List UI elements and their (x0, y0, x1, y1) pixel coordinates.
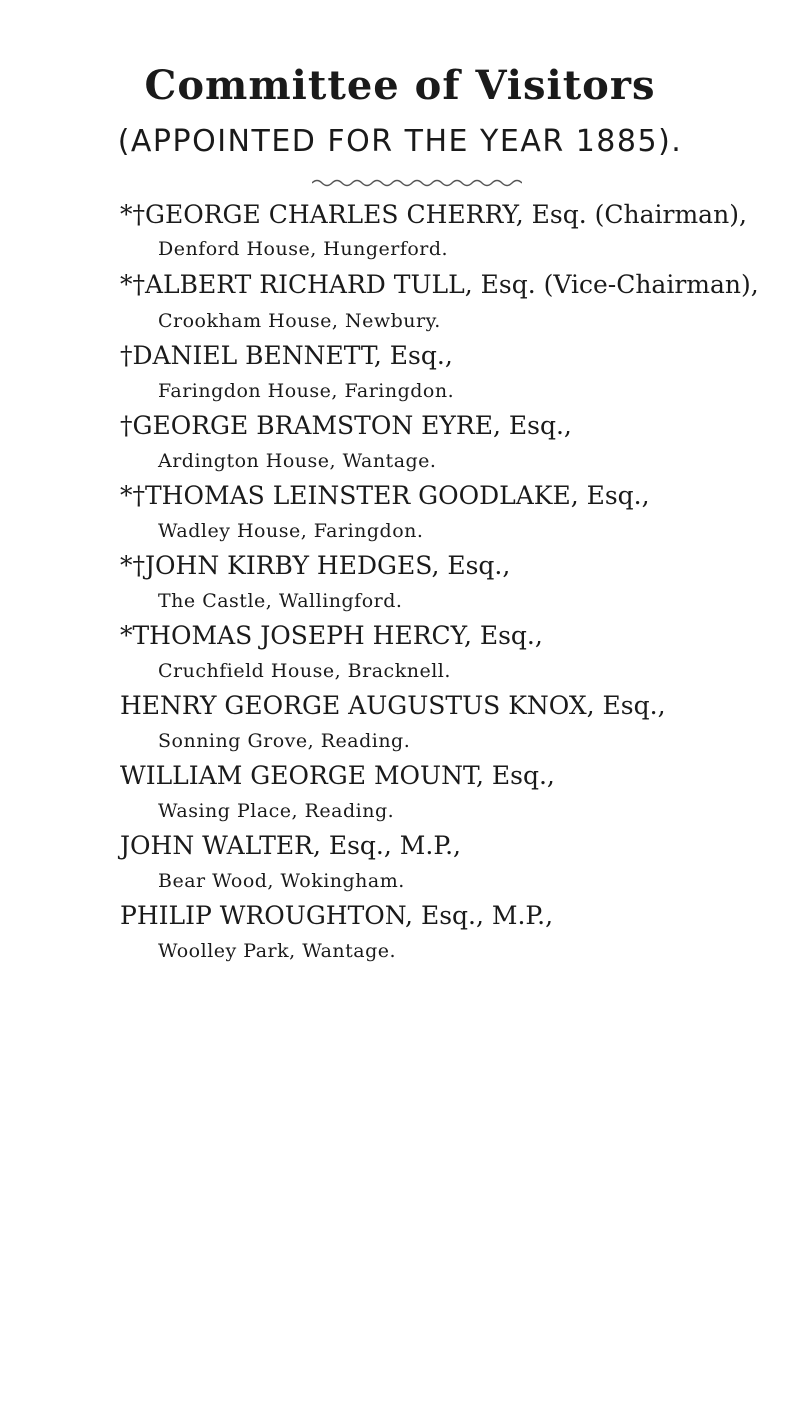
member-name: WILLIAM GEORGE MOUNT, Esq., (120, 761, 555, 790)
member-name: *THOMAS JOSEPH HERCY, Esq., (120, 621, 543, 650)
wavy-divider (312, 176, 522, 190)
member-address: Denford House, Hungerford. (158, 238, 449, 260)
member-name: PHILIP WROUGHTON, Esq., M.P., (120, 901, 554, 930)
member-address: Woolley Park, Wantage. (158, 940, 397, 962)
member-name: *†ALBERT RICHARD TULL, Esq. (Vice-Chairman), (120, 270, 759, 299)
member-name: †DANIEL BENNETT, Esq., (120, 341, 453, 370)
member-address: Sonning Grove, Reading. (158, 730, 411, 752)
member-name: *†THOMAS LEINSTER GOODLAKE, Esq., (120, 481, 650, 510)
page-subtitle: (APPOINTED FOR THE YEAR 1885). (117, 124, 683, 159)
page-title: Committee of Visitors (144, 62, 656, 109)
member-name: *†JOHN KIRBY HEDGES, Esq., (120, 551, 511, 580)
member-name: JOHN WALTER, Esq., M.P., (120, 831, 461, 860)
member-address: The Castle, Wallingford. (158, 590, 403, 612)
member-name: *†GEORGE CHARLES CHERRY, Esq. (Chairman), (120, 200, 747, 229)
member-address: Faringdon House, Faringdon. (158, 380, 455, 402)
member-address: Wasing Place, Reading. (158, 800, 395, 822)
member-address: Crookham House, Newbury. (158, 310, 441, 332)
member-address: Ardington House, Wantage. (158, 450, 437, 472)
member-name: HENRY GEORGE AUGUSTUS KNOX, Esq., (120, 691, 666, 720)
member-address: Wadley House, Faringdon. (158, 520, 424, 542)
member-address: Cruchfield House, Bracknell. (158, 660, 451, 682)
member-address: Bear Wood, Wokingham. (158, 870, 405, 892)
member-name: †GEORGE BRAMSTON EYRE, Esq., (120, 411, 572, 440)
